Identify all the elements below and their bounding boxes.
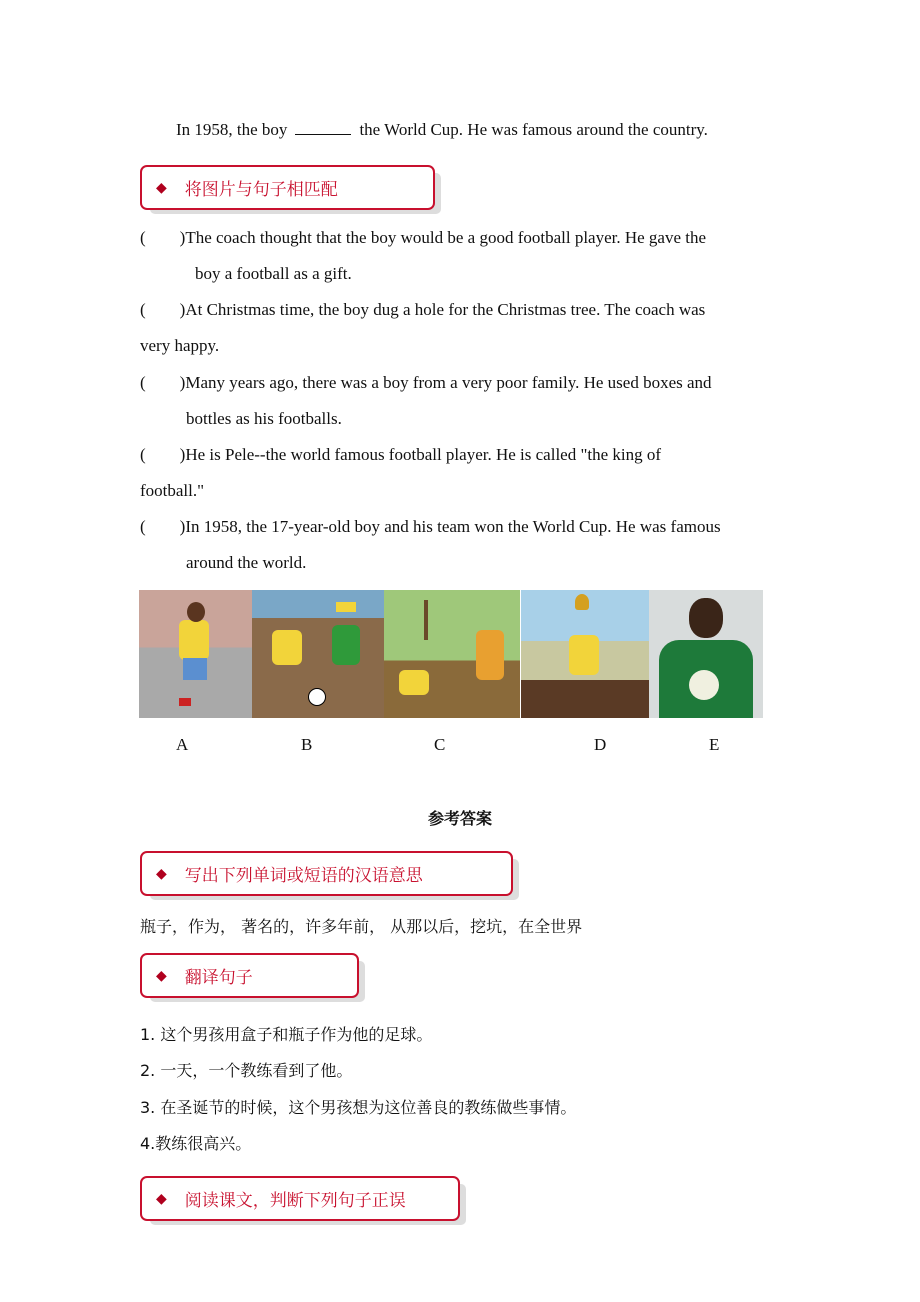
picture-a [139,590,252,718]
section-header-vocab [140,851,513,896]
item-text: He is Pele--the world famous football player. He is called "the king of [185,445,662,464]
vocab-answer: 瓶子，作为， 著名的，许多年前， 从那以后，挖坑，在全世界 [140,917,583,936]
match-item [140,228,706,248]
match-item [140,300,705,320]
match-item [140,445,661,465]
section-header-translate [140,953,359,998]
answer-blank [295,120,351,135]
item-text-continued: very happy. [140,336,220,355]
diamond-icon: ◆ [156,179,167,196]
translation-1: 1. 这个男孩用盒子和瓶子作为他的足球。 [140,1025,433,1044]
picture-b [252,590,384,718]
item-text-continued: around the world. [186,553,307,572]
section-title: 将图片与句子相匹配 [184,180,338,200]
section-title: 阅读课文，判断下列句子正误 [184,1191,406,1211]
label-a: A [176,735,189,754]
match-item [140,373,712,393]
item-text: The coach thought that the boy would be a good football player. He gave the [185,228,707,247]
answer-bracket: ( ) [140,517,186,536]
section-title: 写出下列单词或短语的汉语意思 [184,866,423,886]
item-text-continued: boy a football as a gift. [195,264,352,283]
diamond-icon: ◆ [156,865,167,882]
diamond-icon: ◆ [156,967,167,984]
answer-bracket: ( ) [140,300,186,319]
answer-bracket: ( ) [140,373,186,392]
picture-c [384,590,520,718]
match-item [140,517,721,537]
section-header-judge [140,1176,460,1221]
section-header-match [140,165,435,210]
label-b: B [301,735,313,754]
picture-e [649,590,763,718]
translation-3: 3. 在圣诞节的时候，这个男孩想为这位善良的教练做些事情。 [140,1098,577,1117]
translation-4: 4.教练很高兴。 [140,1134,252,1153]
sentence-start: In 1958, the boy [176,120,288,139]
item-text-continued: bottles as his footballs. [186,409,342,428]
answers-title: 参考答案 [427,809,492,828]
answer-bracket: ( ) [140,228,186,247]
diamond-icon: ◆ [156,1190,167,1207]
item-text: In 1958, the 17-year-old boy and his team won the World Cup. He was famous [185,517,721,536]
sentence-end: the World Cup. He was famous around the country. [359,120,708,139]
label-c: C [434,735,446,754]
intro-sentence [176,120,708,140]
label-d: D [594,735,607,754]
answer-bracket: ( ) [140,445,186,464]
item-text: At Christmas time, the boy dug a hole for the Christmas tree. The coach was [185,300,706,319]
label-e: E [709,735,720,754]
item-text-continued: football." [140,481,205,500]
picture-d [521,590,649,718]
section-title: 翻译句子 [184,968,253,988]
translation-2: 2. 一天，一个教练看到了他。 [140,1061,353,1080]
item-text: Many years ago, there was a boy from a very poor family. He used boxes and [185,373,712,392]
